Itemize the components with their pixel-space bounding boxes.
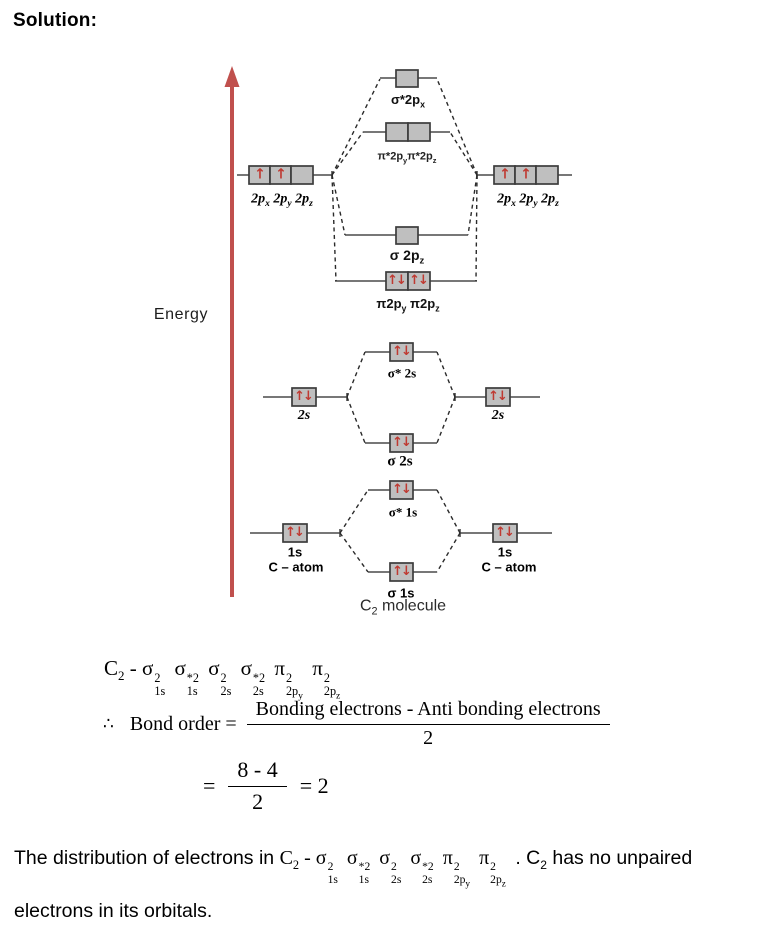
pi-2p-label: $\pi 2p_y$ $\pi 2p_z$ — [376, 295, 440, 314]
calc-result: = 2 — [299, 773, 329, 798]
fraction-denominator: 2 — [423, 727, 434, 749]
left-atom-label: C – atom — [268, 559, 324, 575]
sigma-1s-label: σ 1s — [387, 585, 415, 601]
electron-pair: ↑↓ — [294, 388, 312, 404]
energy-axis-label: Energy — [153, 306, 209, 323]
calc-equals: = — [203, 773, 216, 798]
electron-pair: ↑↓ — [488, 388, 506, 404]
electron-up-arrow: ↑ — [254, 166, 266, 183]
fraction-numerator: Bonding electrons - Anti bonding electrons — [247, 698, 610, 725]
calc-denominator: 2 — [252, 789, 264, 814]
right-2s-label: 2s — [491, 408, 505, 423]
therefore-symbol: ∴ — [103, 714, 114, 734]
electron-pair: ↑↓ — [495, 524, 513, 540]
sigma-star-2px-label: $\sigma*2p_x$ — [390, 91, 426, 110]
electron-pair: ↑↓ — [392, 481, 410, 497]
left-2p-label: $2p_x$ $2p_y$ $2p_z$ — [251, 191, 313, 210]
bond-order-calculation — [203, 757, 329, 815]
electron-configuration: $C_2$ - σ 2 1s σ *2 1s σ 2 2s σ *2 2s π 2 $2p_y$ π 2 $2p_z$ — [104, 656, 341, 702]
conclusion-paragraph — [14, 836, 768, 934]
calc-numerator: 8 - 4 — [228, 757, 286, 787]
right-atom-label: C – atom — [481, 559, 537, 575]
bond-order-fraction — [247, 698, 610, 750]
electron-pair: ↑↓ — [392, 343, 410, 359]
electron-pair: ↑↓ — [387, 272, 405, 288]
left-1s-label: 1s — [287, 544, 303, 560]
bond-order-lead: Bond order = — [129, 712, 237, 735]
molecule-label: $C_2$ molecule — [359, 597, 447, 618]
right-1s-label: 1s — [497, 544, 513, 560]
electron-pair: ↑↓ — [392, 563, 410, 579]
sigma-star-1s-label: σ* 1s — [388, 504, 418, 520]
right-2p-label: $2p_x$ $2p_y$ $2p_z$ — [497, 191, 559, 210]
electron-up-arrow: ↑ — [275, 166, 287, 183]
bond-order-equation — [103, 698, 610, 750]
left-2s-label: 2s — [297, 408, 311, 423]
electron-pair: ↑↓ — [285, 524, 303, 540]
electron-up-arrow: ↑ — [499, 166, 511, 183]
paragraph-lead: The distribution of electrons in — [14, 847, 280, 869]
energy-arrow-icon — [225, 66, 240, 597]
sigma-star-2s-label: σ* 2s — [387, 365, 417, 381]
pi-star-2p-label: $\pi*2p_y\pi*2p_z$ — [377, 150, 437, 165]
inline-electron-configuration: $C_2$ - σ 2 1s σ *2 1s σ 2 2s σ *2 2s π 2 $2p_y$ π 2 $2p_z$ — [279, 847, 506, 890]
page-title: Solution: — [13, 10, 98, 31]
paragraph-tail: . $C_2$ has no unpaired electrons in its orbitals. — [14, 847, 693, 923]
electron-up-arrow: ↑ — [520, 166, 532, 183]
electron-pair: ↑↓ — [392, 434, 410, 450]
calc-fraction — [228, 757, 286, 815]
sigma-2pz-label: σ $2p_z$ — [389, 246, 425, 267]
electron-pair: ↑↓ — [409, 272, 427, 288]
sigma-2s-label: σ 2s — [387, 453, 413, 470]
